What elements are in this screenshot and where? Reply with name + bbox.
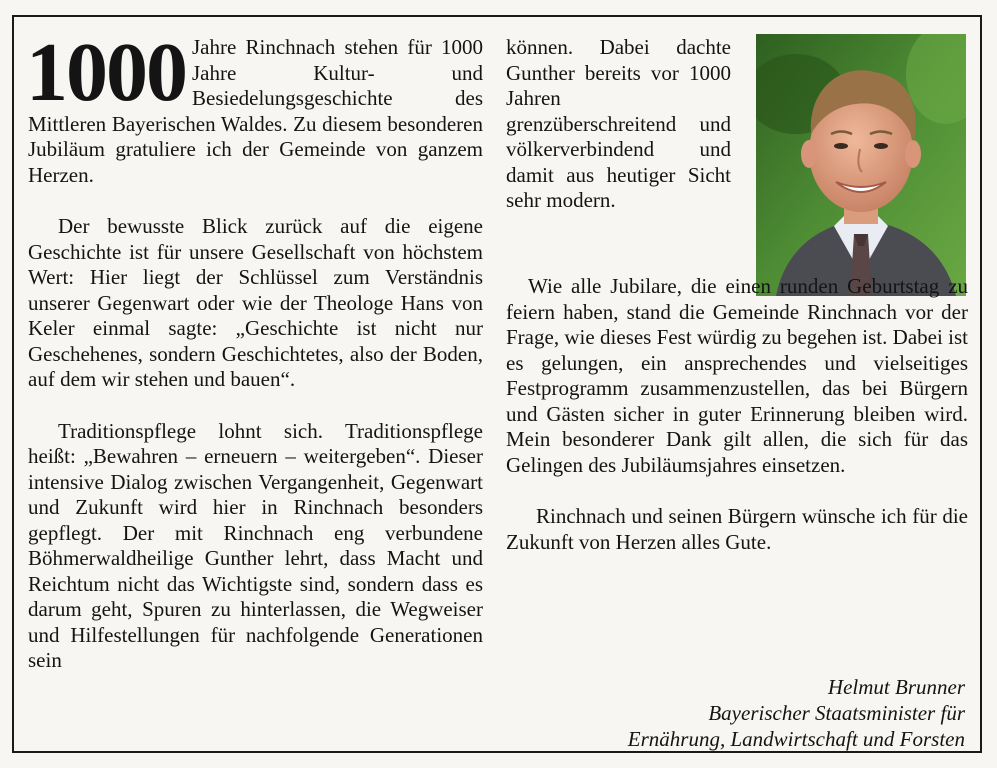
signature-title-line1: Bayerischer Staatsminister für <box>708 701 965 725</box>
paragraph-anniversary-text: Wie alle Jubilare, die einen runden Geburtstag zu feiern haben, stand die Gemeinde Rinchnach vor der Frage, wie dieses Fest würdig zu begehen ist. Dabei ist es gelungen, ein ansprechendes und vielseitiges Festprogramm zusammenzustellen, das bei Bürgern und Gästen sicher in guter Erinnerung bleiben wird. Mein besonderer Dank gilt allen, die sich für das Gelingen des Jubiläumsjahres einsetzen. <box>506 274 968 477</box>
dropcap-number: 1000 <box>26 26 186 119</box>
right-column <box>506 274 968 555</box>
portrait-image <box>756 34 966 296</box>
signature-title-line2: Ernährung, Landwirtschaft und Forsten <box>627 727 965 751</box>
paragraph-intro-text: Jahre Rinchnach stehen für 1000 Jahre Kultur- und Besiedelungsgeschichte des Mittleren Bayerischen Waldes. Zu diesem besonderen Jubiläum gratuliere ich der Gemeinde von ganzem Herzen. <box>28 35 483 187</box>
paragraph-wishes: Rinchnach und seinen Bürgern wünsche ich für die Zukunft von Herzen alles Gute. <box>506 504 968 554</box>
portrait-photo <box>756 34 966 296</box>
signature-block <box>628 674 965 752</box>
signature-name: Helmut Brunner <box>827 675 965 699</box>
paragraph-tradition: Traditionspflege lohnt sich. Traditionspflege heißt: „Bewahren – erneuern – weitergeben“. Dieser intensive Dialog zwischen Vergangenheit, Gegenwart und Zukunft wird hier in Rinchnach besonders gepflegt. Der mit Rinchnach eng verbundene Böhmerwaldheilige Gunther lehrt, dass Macht und Reichtum nicht das Wichtigste sind, sondern dass es darum geht, Spuren zu hinterlassen, die Wegweiser und Hilfestellungen für nachfolgende Generationen sein <box>28 418 483 672</box>
paragraph-anniversary <box>506 274 968 478</box>
paragraph-intro <box>26 26 483 188</box>
paragraph-gunther: können. Dabei dachte Gunther bereits vor 1000 Jahren grenzüberschreitend und völkerverbindend und damit aus heutiger Sicht sehr modern. <box>506 35 731 212</box>
left-column <box>26 26 483 674</box>
middle-column <box>506 35 731 214</box>
paragraph-history: Der bewusste Blick zurück auf die eigene Geschichte ist für unsere Gesellschaft von höchstem Wert: Hier liegt der Schlüssel zum Verständnis unserer Gegenwart oder wie der Theologe Hans von Keler einmal sagte: „Geschichte ist nicht nur Geschehenes, sondern Geschichtetes, also der Boden, auf dem wir stehen und bauen“. <box>28 214 483 391</box>
